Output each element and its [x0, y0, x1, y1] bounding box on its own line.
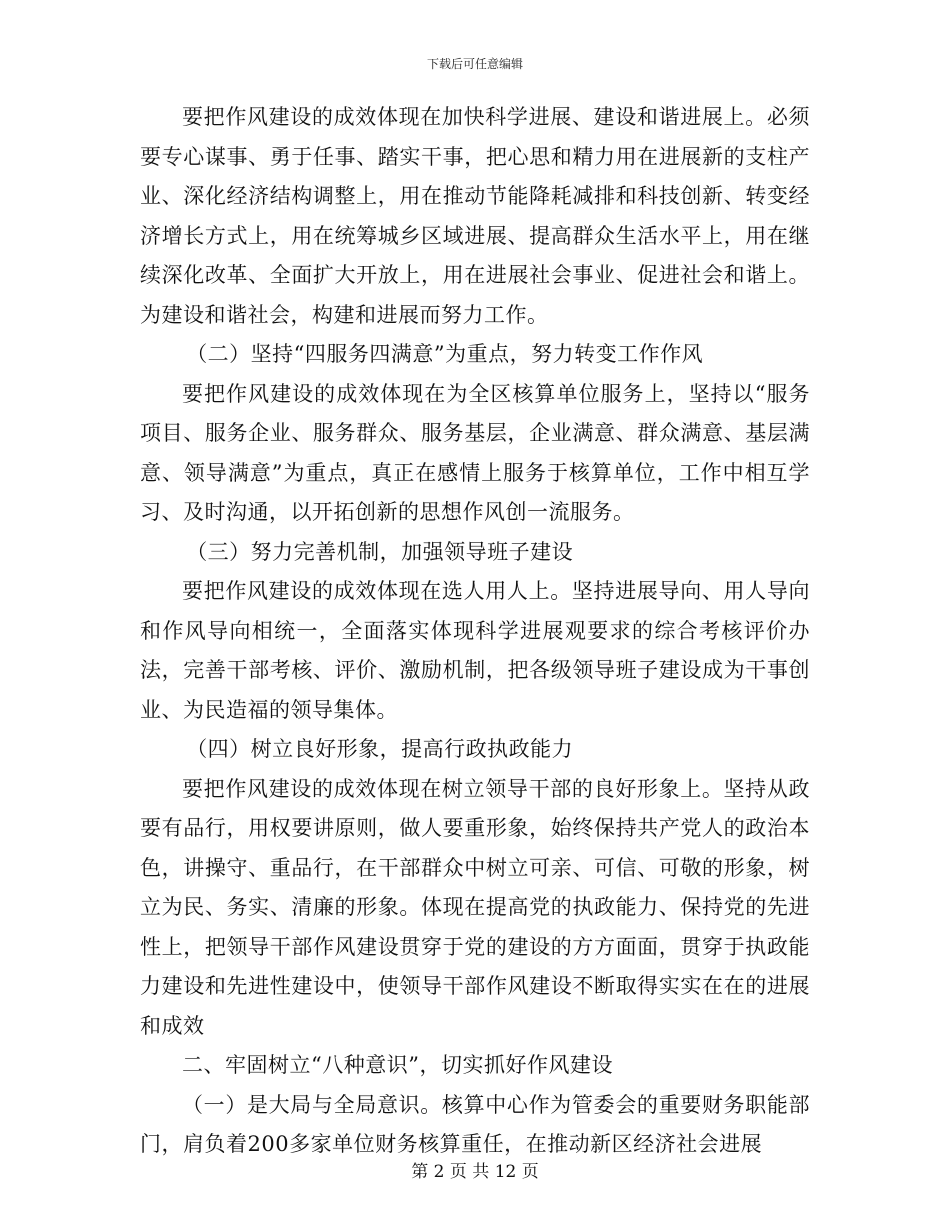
section-heading: （三）努力完善机制，加强领导班子建设 — [186, 539, 574, 564]
paragraph: 要把作风建设的成效体现在为全区核算单位服务上，坚持以“服务项目、服务企业、服务群众、服务基层，企业满意、群众满意、基层满意、领导满意”为重点，真正在感情上服务于核算单位，工作中相互学习、及时沟通，以开拓创新的思想作风创一流服务。 — [140, 381, 810, 524]
paragraph: 要把作风建设的成效体现在树立领导干部的良好形象上。坚持从政要有品行，用权要讲原则，做人要重形象，始终保持共产党人的政治本色，讲操守、重品行，在干部群众中树立可亲、可信、可敬的形象，树立为民、务实、清廉的形象。体现在提高党的执政能力、保持党的先进性上，把领导干部作风建设贯穿于党的建设的方方面面，贯穿于执政能力建设和先进性建设中，使领导干部作风建设不断取得实实在在的进展和成效 — [140, 776, 810, 1038]
paragraph: 要把作风建设的成效体现在选人用人上。坚持进展导向、用人导向和作风导向相统一，全面落实体现科学进展观要求的综合考核评价办法，完善干部考核、评价、激励机制，把各级领导班子建设成为干事创业、为民造福的领导集体。 — [140, 579, 810, 722]
section-heading: （四）树立良好形象，提高行政执政能力 — [186, 737, 574, 761]
chapter-heading: 二、牢固树立“八种意识”，切实抓好作风建设 — [182, 1053, 613, 1077]
document-body — [140, 98, 810, 1165]
section-heading: （二）坚持“四服务四满意”为重点，努力转变工作作风 — [186, 342, 704, 366]
paragraph: （一）是大局与全局意识。核算中心作为管委会的重要财务职能部门，肩负着200多家单位财务核算重任，在推动新区经济社会进展 — [140, 1092, 810, 1156]
page-footer: 第 2 页 共 12 页 — [411, 1162, 539, 1182]
paragraph: 要把作风建设的成效体现在加快科学进展、建设和谐进展上。必须要专心谋事、勇于任事、踏实干事，把心思和精力用在进展新的支柱产业、深化经济结构调整上，用在推动节能降耗减排和科技创新、转变经济增长方式上，用在统筹城乡区域进展、提高群众生活水平上，用在继续深化改革、全面扩大开放上，用在进展社会事业、促进社会和谐上。为建设和谐社会，构建和进展而努力工作。 — [140, 105, 810, 327]
page-header: 下载后可任意编辑 — [426, 57, 523, 71]
